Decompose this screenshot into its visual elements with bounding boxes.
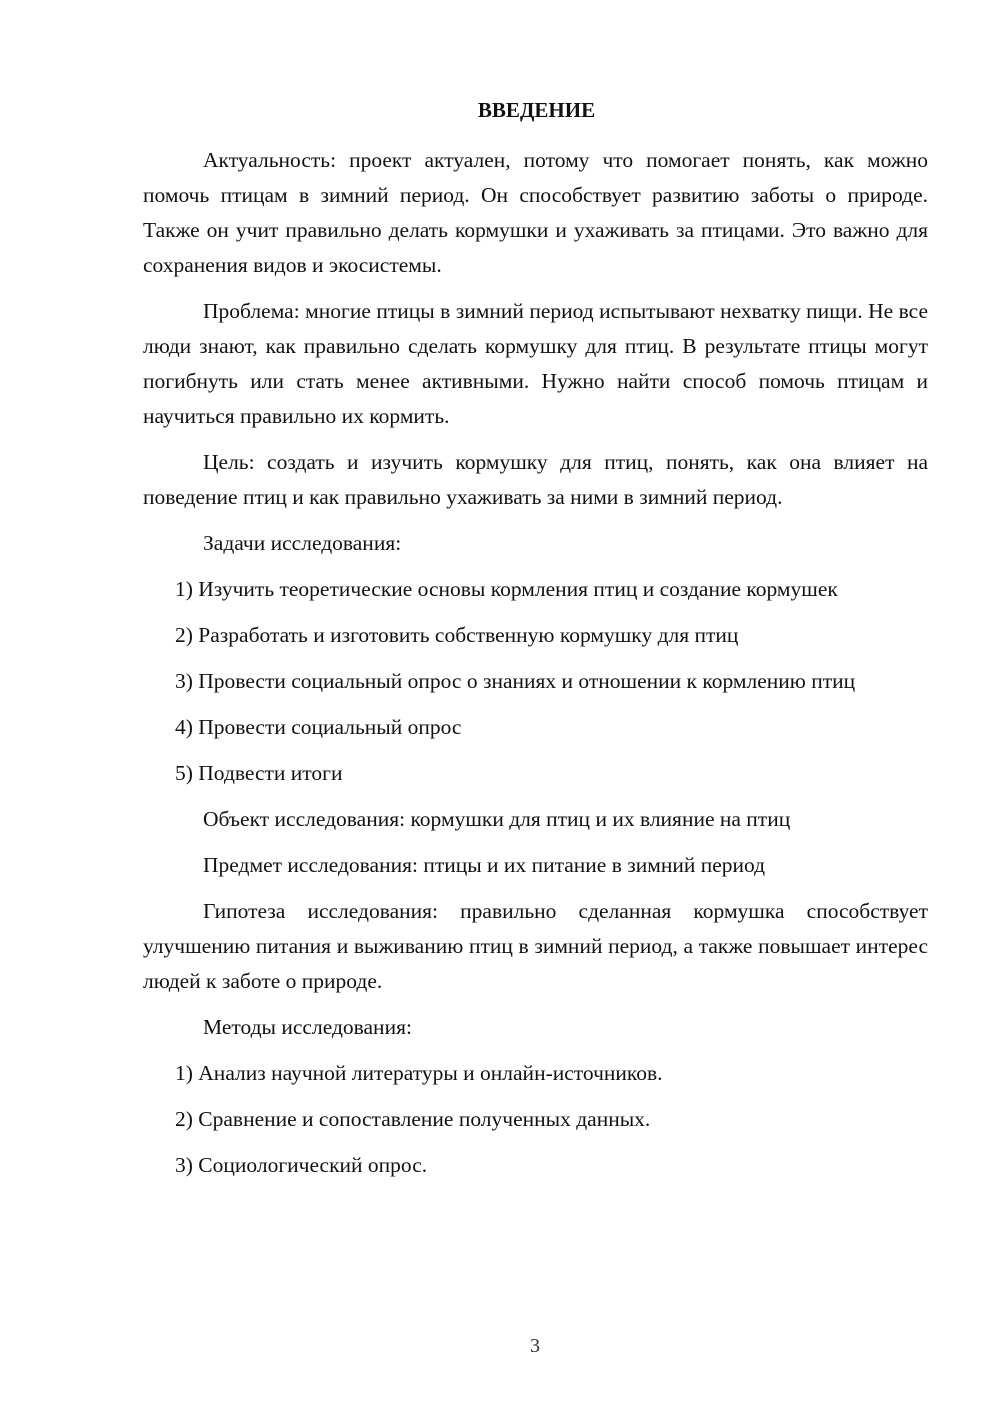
paragraph-problem: Проблема: многие птицы в зимний период испытывают нехватку пищи. Не все люди знают, как правильно сделать кормушку для птиц. В результате птицы могут погибнуть или стать менее активными. Нужно найти способ помочь птицам и научиться правильно их кормить. xyxy=(143,299,928,428)
method-item-3: 3) Социологический опрос. xyxy=(175,1153,428,1177)
paragraph-goal: Цель: создать и изучить кормушку для птиц, понять, как она влияет на поведение птиц и как правильно ухаживать за ними в зимний период. xyxy=(143,450,928,509)
page-number: 3 xyxy=(530,1335,540,1357)
task-item-1: 1) Изучить теоретические основы кормления птиц и создание кормушек xyxy=(175,577,838,601)
paragraph-subject: Предмет исследования: птицы и их питание в зимний период xyxy=(203,853,766,877)
section-title: ВВЕДЕНИЕ xyxy=(477,98,596,122)
paragraph-object: Объект исследования: кормушки для птиц и их влияние на птиц xyxy=(203,807,791,831)
paragraph-relevance: Актуальность: проект актуален, потому что помогает понять, как можно помочь птицам в зимний период. Он способствует развитию заботы о природе. Также он учит правильно делать кормушки и ухаживать за птицами. Это важно для сохранения видов и экосистемы. xyxy=(143,148,928,277)
task-item-4: 4) Провести социальный опрос xyxy=(175,715,462,739)
method-item-2: 2) Сравнение и сопоставление полученных данных. xyxy=(175,1107,651,1131)
paragraph-methods-heading: Методы исследования: xyxy=(203,1015,412,1039)
task-item-2: 2) Разработать и изготовить собственную кормушку для птиц xyxy=(175,623,739,647)
paragraph-hypothesis: Гипотеза исследования: правильно сделанная кормушка способствует улучшению питания и выживанию птиц в зимний период, а также повышает интерес людей к заботе о природе. xyxy=(143,899,928,993)
document-page xyxy=(143,96,928,1194)
method-item-1: 1) Анализ научной литературы и онлайн-источников. xyxy=(175,1061,663,1085)
task-item-5: 5) Подвести итоги xyxy=(175,761,343,785)
task-item-3: 3) Провести социальный опрос о знаниях и отношении к кормлению птиц xyxy=(175,669,856,693)
paragraph-tasks-heading: Задачи исследования: xyxy=(203,531,402,555)
